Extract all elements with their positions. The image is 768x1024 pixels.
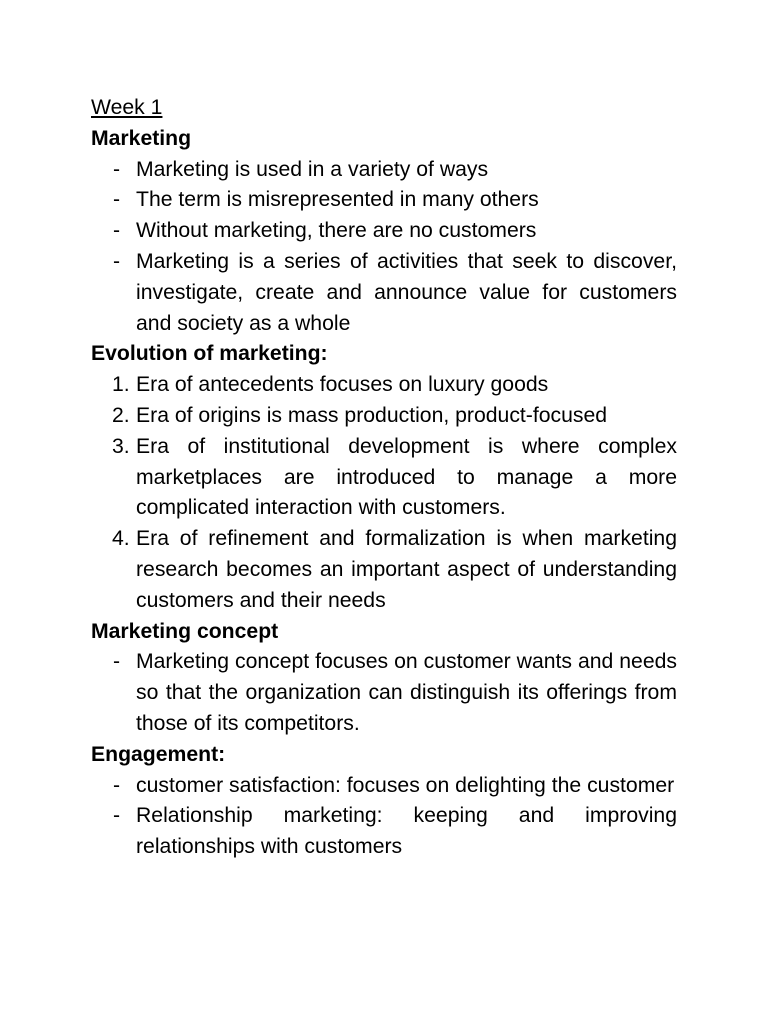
dash-bullet: - [113, 650, 121, 674]
dash-bullet: - [113, 804, 121, 828]
section-heading: Marketing [91, 126, 192, 150]
list-item [91, 771, 677, 802]
bullet-list [91, 771, 677, 863]
list-item-text: Marketing is used in a variety of ways [136, 157, 489, 181]
list-item [91, 801, 677, 863]
section-heading: Engagement: [91, 742, 226, 766]
list-item-text: Marketing is a series of activities that seek to discover, investigate, create and announce value for customers and society as a whole [136, 249, 677, 335]
section-marketing-concept [91, 617, 677, 740]
list-item [91, 216, 677, 247]
list-item [91, 185, 677, 216]
list-item-text: The term is misrepresented in many others [136, 188, 539, 212]
list-item-text: Marketing concept focuses on customer wants and needs so that the organization can distinguish its offerings from those of its competitors. [136, 650, 677, 735]
dash-bullet: - [113, 249, 121, 273]
list-item [91, 524, 677, 616]
dash-bullet: - [113, 773, 121, 797]
dash-bullet: - [113, 188, 121, 212]
bullet-list [91, 647, 677, 739]
list-item-text: Era of refinement and formalization is when marketing research becomes an important aspect of understanding customers and their needs [136, 527, 677, 612]
section-marketing [91, 124, 677, 340]
document-title: Week 1 [91, 96, 163, 119]
list-item-text: Era of antecedents focuses on luxury goods [136, 373, 549, 397]
list-item-text: Era of institutional development is where complex marketplaces are introduced to manage a more complicated interaction with customers. [136, 434, 677, 520]
section-heading: Evolution of marketing: [91, 342, 328, 366]
list-item [91, 247, 677, 339]
list-number: 3. [112, 434, 130, 458]
list-number: 2. [112, 403, 130, 427]
dash-bullet: - [113, 157, 121, 181]
section-heading: Marketing concept [91, 619, 279, 643]
list-item [91, 432, 677, 524]
list-item-text: Without marketing, there are no customers [136, 219, 537, 243]
list-item [91, 155, 677, 186]
list-item [91, 401, 677, 432]
dash-bullet: - [113, 219, 121, 243]
section-engagement [91, 740, 677, 863]
list-number: 1. [112, 373, 130, 397]
list-number: 4. [112, 527, 130, 551]
list-item [91, 370, 677, 401]
bullet-list [91, 155, 677, 340]
list-item [91, 647, 677, 739]
list-item-text: customer satisfaction: focuses on delighting the customer [136, 773, 675, 797]
list-item-text: Era of origins is mass production, product-focused [136, 403, 608, 427]
section-evolution-of-marketing [91, 339, 677, 616]
list-item-text: Relationship marketing: keeping and improving relationships with customers [136, 804, 677, 859]
numbered-list [91, 370, 677, 616]
